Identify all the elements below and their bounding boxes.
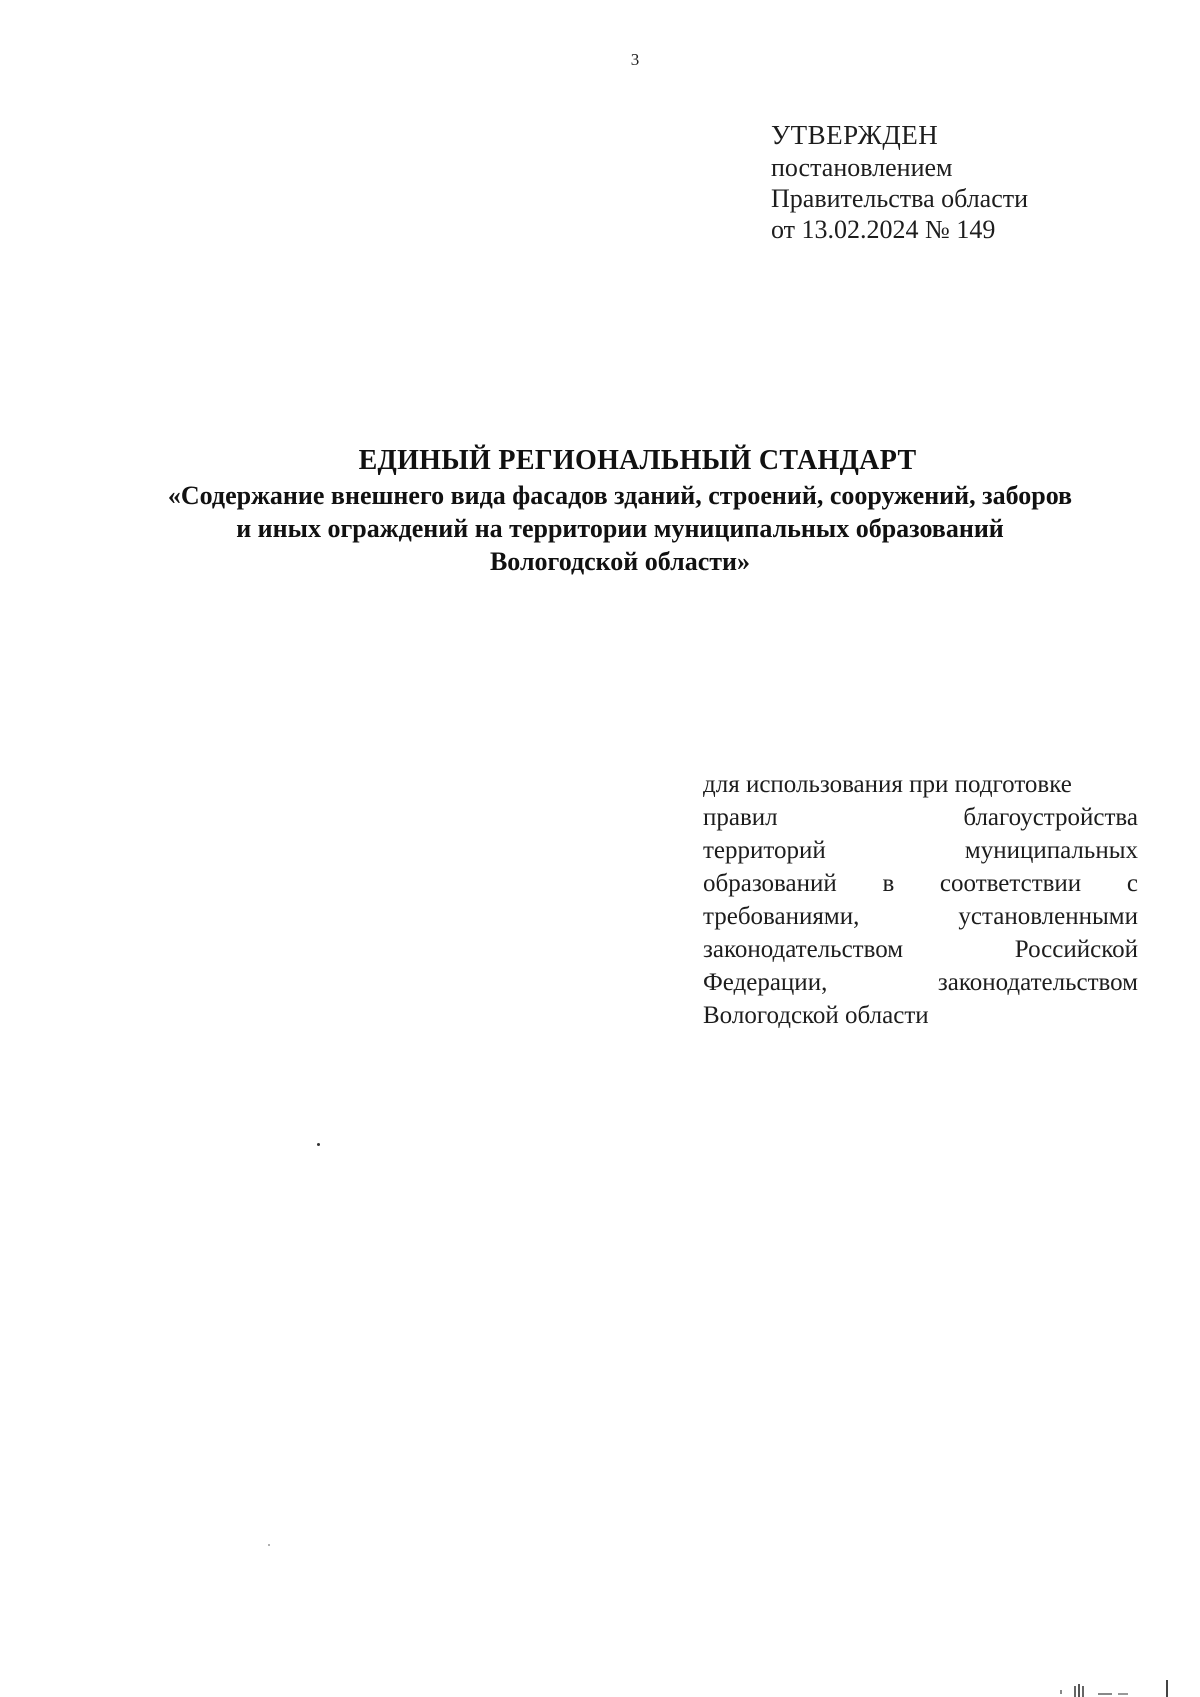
- purpose-line-4: [703, 867, 1138, 900]
- purpose-line-3: [703, 834, 1138, 867]
- scan-edge-marks: [1058, 1680, 1178, 1697]
- purpose-line-6: [703, 933, 1138, 966]
- approval-line-government: Правительства области: [771, 184, 1029, 213]
- purpose-word: благоустройства: [963, 804, 1138, 831]
- purpose-word: образований: [703, 870, 837, 897]
- page-number: 3: [630, 50, 640, 69]
- purpose-word: территорий: [703, 837, 826, 864]
- purpose-line-2: [703, 801, 1138, 834]
- document-subtitle-line-3: Вологодской области»: [489, 547, 751, 576]
- purpose-word: Федерации,: [703, 969, 828, 996]
- purpose-word: установленными: [958, 903, 1138, 930]
- purpose-line-5: [703, 900, 1138, 933]
- scan-speck: [317, 1143, 320, 1146]
- purpose-word: требованиями,: [703, 903, 860, 930]
- purpose-word: соответствии: [939, 870, 1082, 897]
- approval-stamp-block: [771, 118, 1131, 245]
- approval-line-date-number: от 13.02.2024 № 149: [771, 215, 996, 244]
- purpose-word: правил: [703, 804, 778, 831]
- purpose-word: Российской: [1014, 936, 1138, 963]
- purpose-word: в: [882, 870, 895, 897]
- purpose-line-7: [703, 966, 1138, 999]
- scan-speck: [268, 1544, 270, 1546]
- approval-title: УТВЕРЖДЕН: [771, 120, 939, 150]
- document-title-block: [120, 443, 1120, 578]
- purpose-word: законодательством: [703, 936, 904, 963]
- approval-line-resolution: постановлением: [771, 153, 953, 182]
- purpose-line-8: Вологодской области: [703, 1002, 929, 1029]
- purpose-note: [703, 768, 1138, 1032]
- purpose-word: с: [1126, 870, 1138, 897]
- purpose-line-1: для использования при подготовке: [703, 771, 1072, 798]
- document-subtitle-line-1: «Содержание внешнего вида фасадов зданий, строений, сооружений, заборов: [167, 481, 1073, 510]
- document-subtitle-line-2: и иных ограждений на территории муниципальных образований: [236, 514, 1004, 543]
- purpose-word: законодательством: [937, 969, 1138, 996]
- purpose-word: муниципальных: [964, 837, 1138, 864]
- document-main-title: ЕДИНЫЙ РЕГИОНАЛЬНЫЙ СТАНДАРТ: [358, 445, 917, 476]
